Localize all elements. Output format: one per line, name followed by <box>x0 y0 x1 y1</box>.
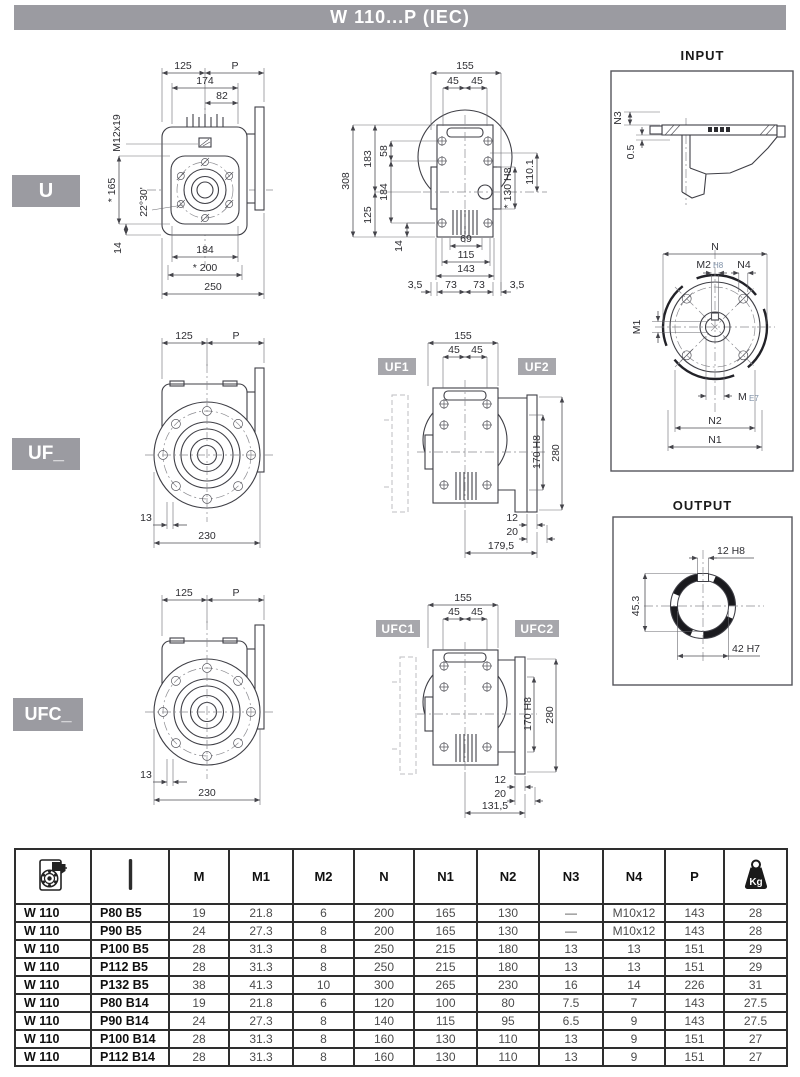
table-cell: 19 <box>169 904 229 922</box>
table-cell: 31.3 <box>229 958 293 976</box>
table-row <box>15 1030 787 1048</box>
dim-label: 73 <box>473 279 485 291</box>
table-cell: 13 <box>603 940 665 958</box>
dim-label: 125 <box>175 330 193 342</box>
table-cell: 31.3 <box>229 1030 293 1048</box>
dim-label: 45 <box>448 606 460 618</box>
table-cell: W 110 <box>15 994 91 1012</box>
table-cell: 130 <box>414 1030 477 1048</box>
dim-label: 14 <box>112 242 124 254</box>
dim-label: 58 <box>378 145 390 157</box>
table-cell: 151 <box>665 940 724 958</box>
table-cell: 16 <box>539 976 603 994</box>
dim-label: 20 <box>506 526 518 538</box>
table-cell: P112 B5 <box>91 958 169 976</box>
dim-label: 12 <box>494 774 506 786</box>
table-cell: W 110 <box>15 940 91 958</box>
dim-label: P <box>232 330 240 342</box>
ufc-front-drawing <box>95 577 330 822</box>
table-cell: 27.3 <box>229 922 293 940</box>
table-cell: W 110 <box>15 1048 91 1066</box>
dim-label: 73 <box>445 279 457 291</box>
dim-label: 45 <box>471 344 483 356</box>
badge-ufc: UFC_ <box>13 698 83 731</box>
table-cell: 9 <box>603 1048 665 1066</box>
table-cell: 151 <box>665 1030 724 1048</box>
table-row <box>15 994 787 1012</box>
dim-label: 0.5 <box>625 144 637 160</box>
dim-label: 125 <box>175 587 193 599</box>
dim-label: 110.1 <box>524 159 536 185</box>
table-cell: 28 <box>169 1048 229 1066</box>
dim-label: M1 <box>631 319 643 335</box>
table-cell: 31.3 <box>229 1048 293 1066</box>
table-body <box>15 904 787 1066</box>
table-cell: 27.5 <box>724 1012 787 1030</box>
u-front-drawing <box>95 58 330 310</box>
table-cell: 143 <box>665 994 724 1012</box>
table-cell: 31 <box>724 976 787 994</box>
table-cell: 215 <box>414 958 477 976</box>
table-cell: 9 <box>603 1030 665 1048</box>
table-cell: 180 <box>477 958 539 976</box>
table-cell: 110 <box>477 1048 539 1066</box>
table-row <box>15 958 787 976</box>
dim-label: 45 <box>448 344 460 356</box>
table-cell: 6 <box>293 994 354 1012</box>
table-cell: 24 <box>169 922 229 940</box>
table-cell: W 110 <box>15 976 91 994</box>
table-row <box>15 904 787 922</box>
table-cell: 265 <box>414 976 477 994</box>
dim-label: N <box>711 241 719 253</box>
page-title: W 110...P (IEC) <box>14 5 786 30</box>
table-cell: 160 <box>354 1048 414 1066</box>
table-cell: 226 <box>665 976 724 994</box>
col-header-m: M <box>169 849 229 904</box>
dim-label: 183 <box>362 150 374 168</box>
dim-label: 280 <box>550 444 562 462</box>
kg-weight-icon <box>741 858 771 892</box>
col-header-n1: N1 <box>414 849 477 904</box>
input-detail-drawing <box>610 70 794 472</box>
tag-uf1: UF1 <box>378 358 416 375</box>
table-cell: 9 <box>603 1012 665 1030</box>
table-cell: 8 <box>293 1048 354 1066</box>
table-cell: 230 <box>477 976 539 994</box>
table-header-row <box>15 849 787 904</box>
col-header-m1: M1 <box>229 849 293 904</box>
table-cell: 143 <box>665 1012 724 1030</box>
dim-label: 45 <box>447 75 459 87</box>
col-header-n: N <box>354 849 414 904</box>
table-cell: 8 <box>293 922 354 940</box>
table-cell: 27 <box>724 1048 787 1066</box>
table-cell: 100 <box>414 994 477 1012</box>
dim-label: 12 H8 <box>716 545 746 557</box>
table-cell: 120 <box>354 994 414 1012</box>
dim-label: * 130 H8 <box>502 167 514 209</box>
table-cell: 14 <box>603 976 665 994</box>
table-row <box>15 922 787 940</box>
dim-label: 170 H8 <box>522 697 534 731</box>
uf-front-drawing <box>95 322 330 565</box>
table-cell: P132 B5 <box>91 976 169 994</box>
dim-label: 115 <box>457 249 475 261</box>
col-header-n2: N2 <box>477 849 539 904</box>
dim-label: 3,5 <box>509 279 525 291</box>
table-cell: 6.5 <box>539 1012 603 1030</box>
table-cell: 300 <box>354 976 414 994</box>
table-cell: 27.5 <box>724 994 787 1012</box>
table-cell: 143 <box>665 922 724 940</box>
table-row <box>15 1048 787 1066</box>
table-cell: — <box>539 904 603 922</box>
table-cell: 41.3 <box>229 976 293 994</box>
table-cell: W 110 <box>15 1030 91 1048</box>
table-cell: 200 <box>354 922 414 940</box>
dim-label: 12 <box>506 512 518 524</box>
dim-label: 14 <box>393 240 405 252</box>
table-cell: 140 <box>354 1012 414 1030</box>
dimensions-table <box>14 848 788 1067</box>
table-cell: 38 <box>169 976 229 994</box>
dim-label: * 200 <box>192 262 218 274</box>
dim-label: N3 <box>612 111 624 125</box>
table-cell: 110 <box>477 1030 539 1048</box>
dim-label: 230 <box>198 530 216 542</box>
table-cell: 29 <box>724 940 787 958</box>
dim-label: 45 <box>471 606 483 618</box>
table-cell: 10 <box>293 976 354 994</box>
table-cell: 21.8 <box>229 994 293 1012</box>
table-cell: 13 <box>539 1030 603 1048</box>
table-cell: 80 <box>477 994 539 1012</box>
weight-icon-header <box>724 849 787 904</box>
dim-label: 155 <box>454 592 472 604</box>
badge-uf: UF_ <box>12 438 80 470</box>
dim-label: N4 <box>737 259 751 271</box>
table-cell: W 110 <box>15 1012 91 1030</box>
table-cell: — <box>539 922 603 940</box>
table-cell: M10x12 <box>603 904 665 922</box>
table-cell: 7 <box>603 994 665 1012</box>
dim-label: 143 <box>457 263 475 275</box>
table-cell: P112 B14 <box>91 1048 169 1066</box>
col-header-n3: N3 <box>539 849 603 904</box>
table-cell: 8 <box>293 940 354 958</box>
gearbox-icon-header <box>15 849 91 904</box>
table-cell: P100 B5 <box>91 940 169 958</box>
table-cell: 28 <box>724 922 787 940</box>
fit-label: H8 <box>713 261 724 270</box>
table-cell: 13 <box>603 958 665 976</box>
table-cell: 250 <box>354 958 414 976</box>
dim-label: M2 <box>696 259 711 271</box>
dim-label: 155 <box>456 60 474 72</box>
table-cell: 165 <box>414 922 477 940</box>
input-fins <box>187 114 223 127</box>
dim-label: 184 <box>378 183 390 201</box>
dim-label: 131,5 <box>481 800 509 812</box>
table-cell: 28 <box>169 940 229 958</box>
table-cell: 29 <box>724 958 787 976</box>
table-cell: W 110 <box>15 958 91 976</box>
gearbox-icon <box>36 856 70 894</box>
table-cell: 8 <box>293 1012 354 1030</box>
table-cell: 130 <box>414 1048 477 1066</box>
table-cell: 143 <box>665 904 724 922</box>
dim-label: 125 <box>362 206 374 224</box>
table-cell: 28 <box>169 1030 229 1048</box>
dim-label: 308 <box>340 172 352 190</box>
table-cell: 250 <box>354 940 414 958</box>
table-cell: 27 <box>724 1030 787 1048</box>
table-cell: 215 <box>414 940 477 958</box>
table-row <box>15 940 787 958</box>
dim-label: 42 H7 <box>732 643 761 655</box>
table-cell: 151 <box>665 958 724 976</box>
dim-label: 13 <box>140 512 152 524</box>
col-header-m2: M2 <box>293 849 354 904</box>
dim-label: 179,5 <box>487 540 515 552</box>
tag-uf2: UF2 <box>518 358 556 375</box>
dim-label: 45 <box>471 75 483 87</box>
table-cell: 31.3 <box>229 940 293 958</box>
dim-label: P <box>231 60 239 72</box>
table-cell: P90 B14 <box>91 1012 169 1030</box>
table-cell: 7.5 <box>539 994 603 1012</box>
dim-label: 250 <box>204 281 222 293</box>
tag-ufc1: UFC1 <box>376 620 420 637</box>
table-cell: M10x12 <box>603 922 665 940</box>
table-cell: 95 <box>477 1012 539 1030</box>
table-cell: 19 <box>169 994 229 1012</box>
table-cell: P100 B14 <box>91 1030 169 1048</box>
table-cell: 24 <box>169 1012 229 1030</box>
table-cell: W 110 <box>15 922 91 940</box>
col-header-n4: N4 <box>603 849 665 904</box>
table-cell: 8 <box>293 1030 354 1048</box>
shaft-icon <box>126 858 135 892</box>
table-cell: 13 <box>539 940 603 958</box>
table-row <box>15 1012 787 1030</box>
input-section-label: INPUT <box>680 48 725 63</box>
table-cell: 27.3 <box>229 1012 293 1030</box>
table-cell: 200 <box>354 904 414 922</box>
dim-label: 125 <box>174 60 192 72</box>
table-cell: 6 <box>293 904 354 922</box>
dim-label: 22°30' <box>138 187 150 217</box>
output-detail-drawing <box>612 516 793 686</box>
table-cell: 130 <box>477 904 539 922</box>
fit-label: E7 <box>749 394 759 403</box>
table-cell: 13 <box>539 1048 603 1066</box>
table-cell: 160 <box>354 1030 414 1048</box>
dim-label: 13 <box>140 769 152 781</box>
table-cell: 28 <box>724 904 787 922</box>
table-cell: P90 B5 <box>91 922 169 940</box>
table-cell: P80 B14 <box>91 994 169 1012</box>
table-cell: 180 <box>477 940 539 958</box>
dim-label: M12x19 <box>111 114 123 152</box>
dim-label: 184 <box>196 244 214 256</box>
table-cell: 8 <box>293 958 354 976</box>
dim-label: 69 <box>460 233 472 245</box>
dim-label: N2 <box>708 415 722 427</box>
dim-label: M <box>738 391 747 403</box>
table-cell: P80 B5 <box>91 904 169 922</box>
table-cell: 21.8 <box>229 904 293 922</box>
table-row <box>15 976 787 994</box>
dim-label: 174 <box>196 75 214 87</box>
dim-label: 20 <box>494 788 506 800</box>
tag-ufc2: UFC2 <box>515 620 559 637</box>
table-cell: W 110 <box>15 904 91 922</box>
table-cell: 28 <box>169 958 229 976</box>
table-cell: 13 <box>539 958 603 976</box>
shaft-icon-header <box>91 849 169 904</box>
dim-label: N1 <box>708 434 722 446</box>
dim-label: 280 <box>544 706 556 724</box>
kg-icon-label: Kg <box>748 877 763 888</box>
dim-label: 3,5 <box>407 279 423 291</box>
table-cell: 165 <box>414 904 477 922</box>
dim-label: 155 <box>454 330 472 342</box>
dim-label: * 165 <box>106 177 118 203</box>
output-section-label: OUTPUT <box>672 498 733 513</box>
u-rear-drawing <box>335 60 600 310</box>
col-header-p: P <box>665 849 724 904</box>
table-cell: 115 <box>414 1012 477 1030</box>
dim-label: 82 <box>216 90 228 102</box>
table-cell: 130 <box>477 922 539 940</box>
badge-u: U <box>12 175 80 207</box>
table-cell: 151 <box>665 1048 724 1066</box>
dim-label: 170 H8 <box>531 435 543 469</box>
dim-label: 45.3 <box>630 595 642 617</box>
dim-label: 230 <box>198 787 216 799</box>
dim-label: P <box>232 587 240 599</box>
